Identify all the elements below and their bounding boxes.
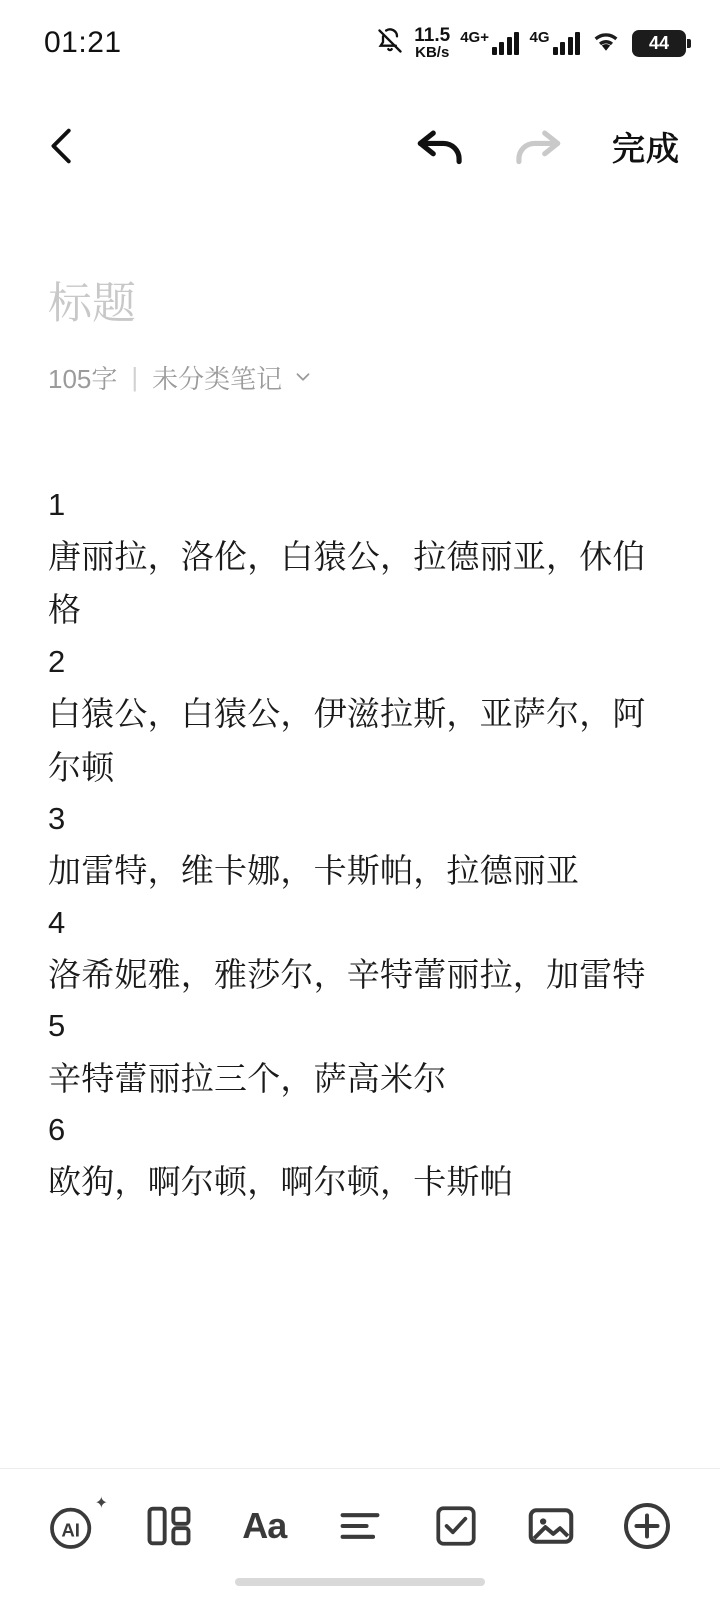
sparkle-icon: ✦	[94, 1494, 108, 1512]
note-line: 4	[48, 904, 66, 940]
status-bar	[0, 0, 720, 86]
undo-button[interactable]	[410, 115, 506, 177]
checklist-icon	[431, 1501, 481, 1551]
add-button[interactable]	[616, 1495, 678, 1557]
text-format-icon: Aa	[242, 1504, 287, 1546]
note-line: 辛特蕾丽拉三个，萨高米尔	[48, 1059, 447, 1097]
done-button[interactable]: 完成	[612, 129, 680, 167]
chevron-down-icon[interactable]	[292, 366, 314, 388]
layout-button[interactable]	[138, 1495, 200, 1557]
network-speed-unit: KB/s	[415, 44, 450, 61]
network-speed-value: 11.5	[414, 25, 451, 46]
sim1-bars	[492, 31, 520, 55]
text-format-button[interactable]	[233, 1495, 295, 1557]
wifi-icon	[590, 28, 622, 59]
undo-icon	[410, 115, 472, 177]
align-button[interactable]	[329, 1495, 391, 1557]
image-icon	[524, 1499, 578, 1553]
ai-assist-icon	[45, 1498, 101, 1554]
word-count: 105字	[48, 363, 118, 394]
sim1-signal	[460, 31, 519, 55]
note-line: 白猿公，白猿公，伊滋拉斯，亚萨尔，阿尔顿	[48, 695, 646, 786]
add-icon	[619, 1498, 675, 1554]
battery-indicator	[632, 30, 686, 57]
ai-assist-button[interactable]	[42, 1494, 108, 1557]
editor-toolbar	[0, 86, 720, 206]
note-line: 洛希妮雅，雅莎尔，辛特蕾丽拉，加雷特	[48, 955, 646, 993]
home-gesture-bar[interactable]	[235, 1578, 485, 1586]
layout-icon	[143, 1500, 195, 1552]
note-meta	[48, 359, 672, 396]
back-button[interactable]	[40, 123, 86, 169]
note-line: 3	[48, 801, 66, 837]
battery-percent: 44	[648, 32, 670, 53]
note-line: 唐丽拉，洛伦，白猿公，拉德丽亚，休伯格	[48, 538, 646, 629]
note-body[interactable]	[0, 396, 720, 1209]
status-indicators	[376, 26, 686, 60]
checklist-button[interactable]	[425, 1495, 487, 1557]
image-button[interactable]	[520, 1495, 582, 1557]
sim2-signal	[529, 31, 580, 55]
title-area	[0, 206, 720, 396]
note-line: 5	[48, 1008, 66, 1044]
sim1-label: 4G+	[460, 29, 489, 46]
note-line: 6	[48, 1112, 66, 1148]
note-category[interactable]: 未分类笔记	[152, 363, 283, 394]
note-line: 2	[48, 643, 66, 679]
note-title-input[interactable]: 标题	[48, 279, 136, 328]
note-line: 1	[48, 486, 66, 522]
redo-icon	[506, 115, 568, 177]
status-time: 01:21	[44, 26, 122, 59]
align-left-icon	[334, 1500, 386, 1552]
note-line: 加雷特，维卡娜，卡斯帕，拉德丽亚	[48, 852, 580, 890]
editor-bottom-bar	[0, 1468, 720, 1600]
svg-text:AI: AI	[61, 1519, 80, 1540]
sim2-label: 4G	[529, 29, 550, 46]
meta-divider: |	[131, 361, 139, 392]
chevron-left-icon	[40, 123, 86, 169]
network-speed	[414, 26, 450, 60]
redo-button[interactable]	[506, 115, 612, 177]
bell-off-icon	[376, 27, 404, 60]
sim2-bars	[553, 31, 581, 55]
note-line: 欧狗，啊尔顿，啊尔顿，卡斯帕	[48, 1163, 513, 1201]
